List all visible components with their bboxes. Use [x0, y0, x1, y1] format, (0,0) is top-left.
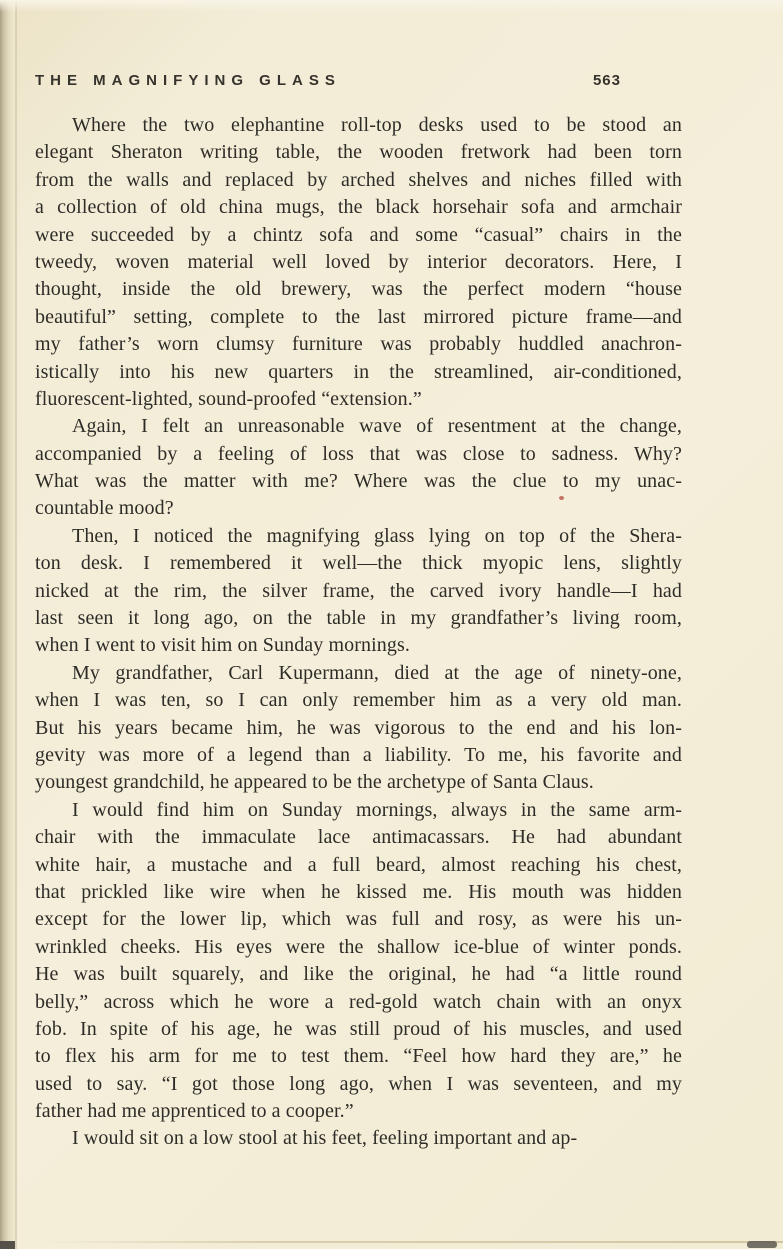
text-line: I would sit on a low stool at his feet, feeling important and ap- — [72, 1127, 578, 1150]
text-line: when I went to visit him on Sunday mornings. — [35, 634, 410, 657]
text-line: used to say. “I got those long ago, when I was seventeen, and my — [35, 1072, 682, 1095]
text-line: istically into his new quarters in the streamlined, air-conditioned, — [35, 360, 682, 383]
text-line: fob. In spite of his age, he was still proud of his muscles, and used — [35, 1017, 682, 1040]
text-line: wrinkled cheeks. His eyes were the shallow ice-blue of winter ponds. — [35, 935, 682, 958]
page-crease-line — [15, 0, 17, 1249]
text-line: my father’s worn clumsy furniture was probably huddled anachron- — [35, 333, 682, 356]
text-line: chair with the immaculate lace antimacassars. He had abundant — [35, 826, 682, 849]
page-top-edge-highlight — [0, 0, 783, 12]
page-body — [35, 112, 682, 1153]
text-line: a collection of old china mugs, the black horsehair sofa and armchair — [35, 196, 682, 219]
text-line: from the walls and replaced by arched shelves and niches filled with — [35, 168, 682, 191]
page-number: 563 — [592, 72, 621, 89]
paragraph — [35, 797, 682, 1126]
bottom-right-smudge — [747, 1241, 777, 1248]
text-line: last seen it long ago, on the table in my grandfather’s living room, — [35, 607, 682, 630]
text-line: that prickled like wire when he kissed me. His mouth was hidden — [35, 880, 682, 903]
text-line: ton desk. I remembered it well—the thick myopic lens, slightly — [35, 552, 682, 575]
text-line: youngest grandchild, he appeared to be the archetype of Santa Claus. — [35, 771, 594, 794]
paragraph — [35, 413, 682, 523]
running-header — [35, 72, 683, 92]
paragraph — [35, 1125, 682, 1152]
text-line: belly,” across which he wore a red-gold watch chain with an onyx — [35, 990, 682, 1013]
text-line: when I was ten, so I can only remember him as a very old man. — [35, 689, 682, 712]
text-line: beautiful” setting, complete to the last mirrored picture frame—and — [35, 305, 682, 328]
text-line: to flex his arm for me to test them. “Feel how hard they are,” he — [35, 1045, 682, 1068]
text-line: countable mood? — [35, 497, 174, 520]
text-line: Then, I noticed the magnifying glass lying on top of the Shera- — [72, 524, 682, 547]
paragraph — [35, 523, 682, 660]
text-line: except for the lower lip, which was full and rosy, as were his un- — [35, 908, 682, 931]
text-line: nicked at the rim, the silver frame, the carved ivory handle—I had — [35, 579, 682, 602]
text-line: accompanied by a feeling of loss that was close to sadness. Why? — [35, 442, 682, 465]
text-line: I would find him on Sunday mornings, always in the same arm- — [72, 798, 682, 821]
text-line: thought, inside the old brewery, was the perfect modern “house — [35, 278, 682, 301]
text-line: fluorescent-lighted, sound-proofed “extension.” — [35, 387, 422, 410]
text-line: But his years became him, he was vigorous to the end and his lon- — [35, 716, 682, 739]
bottom-left-corner-mark — [0, 1241, 15, 1249]
text-line: gevity was more of a legend than a liability. To me, his favorite and — [35, 743, 682, 766]
running-head-title: THE MAGNIFYING GLASS — [35, 72, 341, 89]
text-line: tweedy, woven material well loved by interior decorators. Here, I — [35, 250, 682, 273]
paragraph — [35, 660, 682, 797]
text-line: father had me apprenticed to a cooper.” — [35, 1100, 354, 1123]
text-line: What was the matter with me? Where was the clue to my unac- — [35, 470, 682, 493]
paragraph — [35, 112, 682, 413]
text-line: white hair, a mustache and a full beard, almost reaching his chest, — [35, 853, 682, 876]
text-line: were succeeded by a chintz sofa and some “casual” chairs in the — [35, 223, 682, 246]
text-line: Again, I felt an unreasonable wave of resentment at the change, — [72, 415, 682, 438]
text-line: elegant Sheraton writing table, the wooden fretwork had been torn — [35, 141, 682, 164]
page-bottom-edge-shadow — [40, 1241, 783, 1243]
text-line: He was built squarely, and like the original, he had “a little round — [35, 963, 682, 986]
text-line: Where the two elephantine roll-top desks used to be stood an — [72, 114, 682, 136]
text-line: My grandfather, Carl Kupermann, died at the age of ninety-one, — [72, 661, 682, 684]
